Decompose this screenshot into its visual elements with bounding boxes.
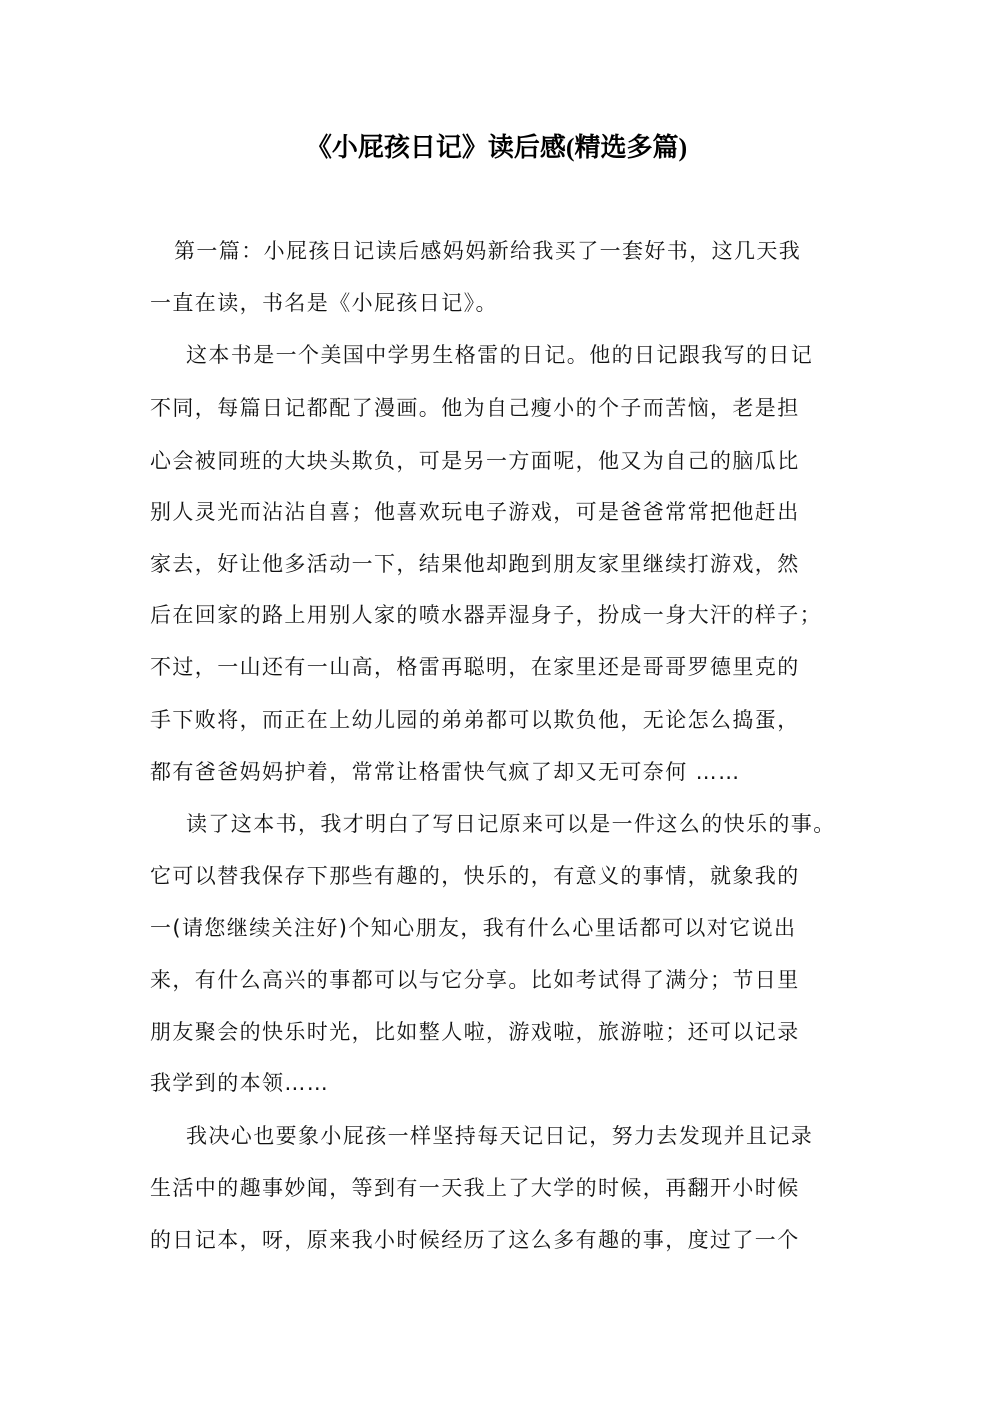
body-line: 手下败将，而正在上幼儿园的弟弟都可以欺负他，无论怎么捣蛋，: [150, 708, 800, 732]
body-line: 我学到的本领……: [150, 1071, 330, 1095]
body-line: 心会被同班的大块头欺负，可是另一方面呢，他又为自己的脑瓜比: [150, 449, 800, 473]
document-title: 《小屁孩日记》读后感(精选多篇): [305, 133, 688, 162]
body-line: 家去，好让他多活动一下，结果他却跑到朋友家里继续打游戏，然: [150, 552, 800, 576]
body-line: 来，有什么高兴的事都可以与它分享。比如考试得了满分；节日里: [150, 968, 800, 992]
body-line: 别人灵光而沾沾自喜；他喜欢玩电子游戏，可是爸爸常常把他赶出: [150, 500, 800, 524]
body-line: 这本书是一个美国中学男生格雷的日记。他的日记跟我写的日记: [186, 343, 814, 367]
body-line: 一(请您继续关注好)个知心朋友，我有什么心里话都可以对它说出: [150, 916, 797, 940]
body-line: 后在回家的路上用别人家的喷水器弄湿身子，扮成一身大汗的样子；: [150, 603, 822, 627]
body-line: 第一篇：小屁孩日记读后感妈妈新给我买了一套好书，这几天我: [174, 239, 802, 263]
body-line: 它可以替我保存下那些有趣的，快乐的，有意义的事情，就象我的: [150, 864, 800, 888]
body-line: 一直在读，书名是《小屁孩日记》。: [150, 291, 498, 315]
body-line: 朋友聚会的快乐时光，比如整人啦，游戏啦，旅游啦；还可以记录: [150, 1020, 800, 1044]
body-line: 的日记本，呀，原来我小时候经历了这么多有趣的事，度过了一个: [150, 1228, 800, 1252]
body-line: 读了这本书，我才明白了写日记原来可以是一件这么的快乐的事。: [186, 812, 836, 836]
body-line: 不同，每篇日记都配了漫画。他为自己瘦小的个子而苦恼，老是担: [150, 396, 800, 420]
body-line: 不过，一山还有一山高，格雷再聪明，在家里还是哥哥罗德里克的: [150, 655, 800, 679]
body-line: 我决心也要象小屁孩一样坚持每天记日记，努力去发现并且记录: [186, 1124, 814, 1148]
body-line: 都有爸爸妈妈护着，常常让格雷快气疯了却又无可奈何 ……: [150, 760, 741, 784]
body-line: 生活中的趣事妙闻，等到有一天我上了大学的时候，再翻开小时候: [150, 1176, 800, 1200]
